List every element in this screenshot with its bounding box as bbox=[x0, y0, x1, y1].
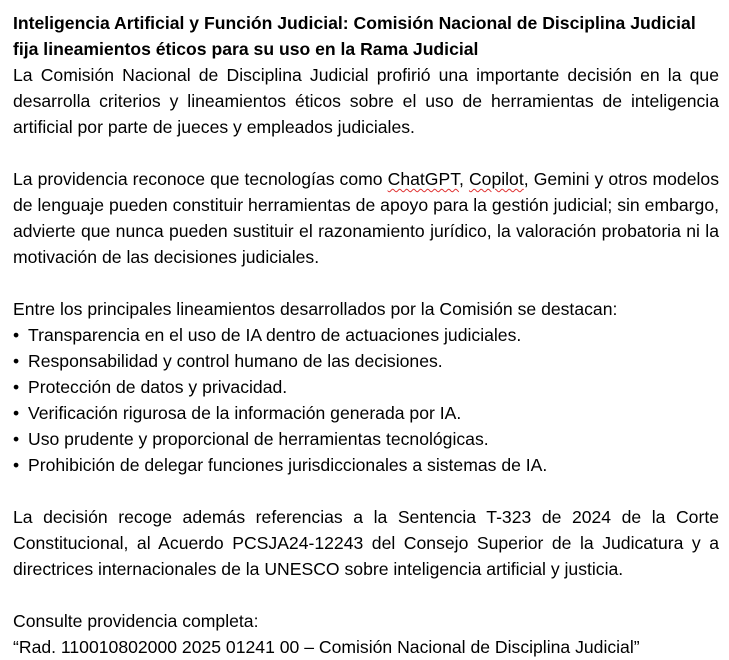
list-item-text: Prohibición de delegar funciones jurisdiccionales a sistemas de IA. bbox=[28, 455, 548, 475]
bullet-icon: • bbox=[13, 351, 20, 371]
bullet-icon: • bbox=[13, 403, 20, 423]
case-citation: “Rad. 110010802000 2025 01241 00 – Comisión Nacional de Disciplina Judicial” bbox=[13, 637, 640, 657]
references-paragraph: La decisión recoge además referencias a la Sentencia T-323 de 2024 de la Corte Constitucional, al Acuerdo PCSJA24-12243 del Consejo Superior de la Judicatura y a directrices internacionales de la UNESCO sobre inteligencia artificial y justicia. bbox=[13, 507, 719, 579]
bullet-icon: • bbox=[13, 455, 20, 475]
intro-paragraph: La Comisión Nacional de Disciplina Judicial profirió una importante decisión en la que desarrolla criterios y lineamientos éticos sobre el uso de herramientas de inteligencia artificial por parte de jueces y empleados judiciales. bbox=[13, 65, 719, 137]
paragraph-gap bbox=[13, 478, 719, 504]
bullet-icon: • bbox=[13, 325, 20, 345]
paragraph-gap bbox=[13, 582, 719, 608]
tools-text-after: , Gemini y otros modelos de lenguaje pueden constituir herramientas de apoyo para la gestión judicial; sin embargo, advierte que nunca pueden sustituir el razonamiento jurídico, la valoración probatoria ni la motivación de las decisiones judiciales. bbox=[13, 169, 719, 267]
tool-name-copilot: Copilot bbox=[468, 169, 524, 189]
list-item bbox=[13, 322, 719, 348]
tools-paragraph bbox=[13, 166, 719, 270]
consult-label: Consulte providencia completa: bbox=[13, 611, 259, 631]
list-item bbox=[13, 426, 719, 452]
document-title: Inteligencia Artificial y Función Judicial: Comisión Nacional de Disciplina Judicial fija lineamientos éticos para su uso en la Rama Judicial bbox=[13, 13, 696, 59]
paragraph-gap bbox=[13, 140, 719, 166]
list-item-text: Protección de datos y privacidad. bbox=[28, 377, 288, 397]
list-item-text: Verificación rigurosa de la información generada por IA. bbox=[28, 403, 462, 423]
tools-text-before: La providencia reconoce que tecnologías como bbox=[13, 169, 388, 189]
tool-name-chatgpt: ChatGPT bbox=[387, 169, 460, 189]
list-item bbox=[13, 348, 719, 374]
guidelines-list bbox=[13, 322, 719, 478]
bullet-icon: • bbox=[13, 429, 20, 449]
list-item-text: Responsabilidad y control humano de las decisiones. bbox=[28, 351, 443, 371]
list-item-text: Uso prudente y proporcional de herramientas tecnológicas. bbox=[28, 429, 489, 449]
list-item bbox=[13, 452, 719, 478]
bullet-icon: • bbox=[13, 377, 20, 397]
tools-separator: , bbox=[459, 169, 469, 189]
list-item bbox=[13, 374, 719, 400]
paragraph-gap bbox=[13, 270, 719, 296]
guidelines-intro: Entre los principales lineamientos desarrollados por la Comisión se destacan: bbox=[13, 299, 618, 319]
list-item bbox=[13, 400, 719, 426]
list-item-text: Transparencia en el uso de IA dentro de actuaciones judiciales. bbox=[28, 325, 522, 345]
